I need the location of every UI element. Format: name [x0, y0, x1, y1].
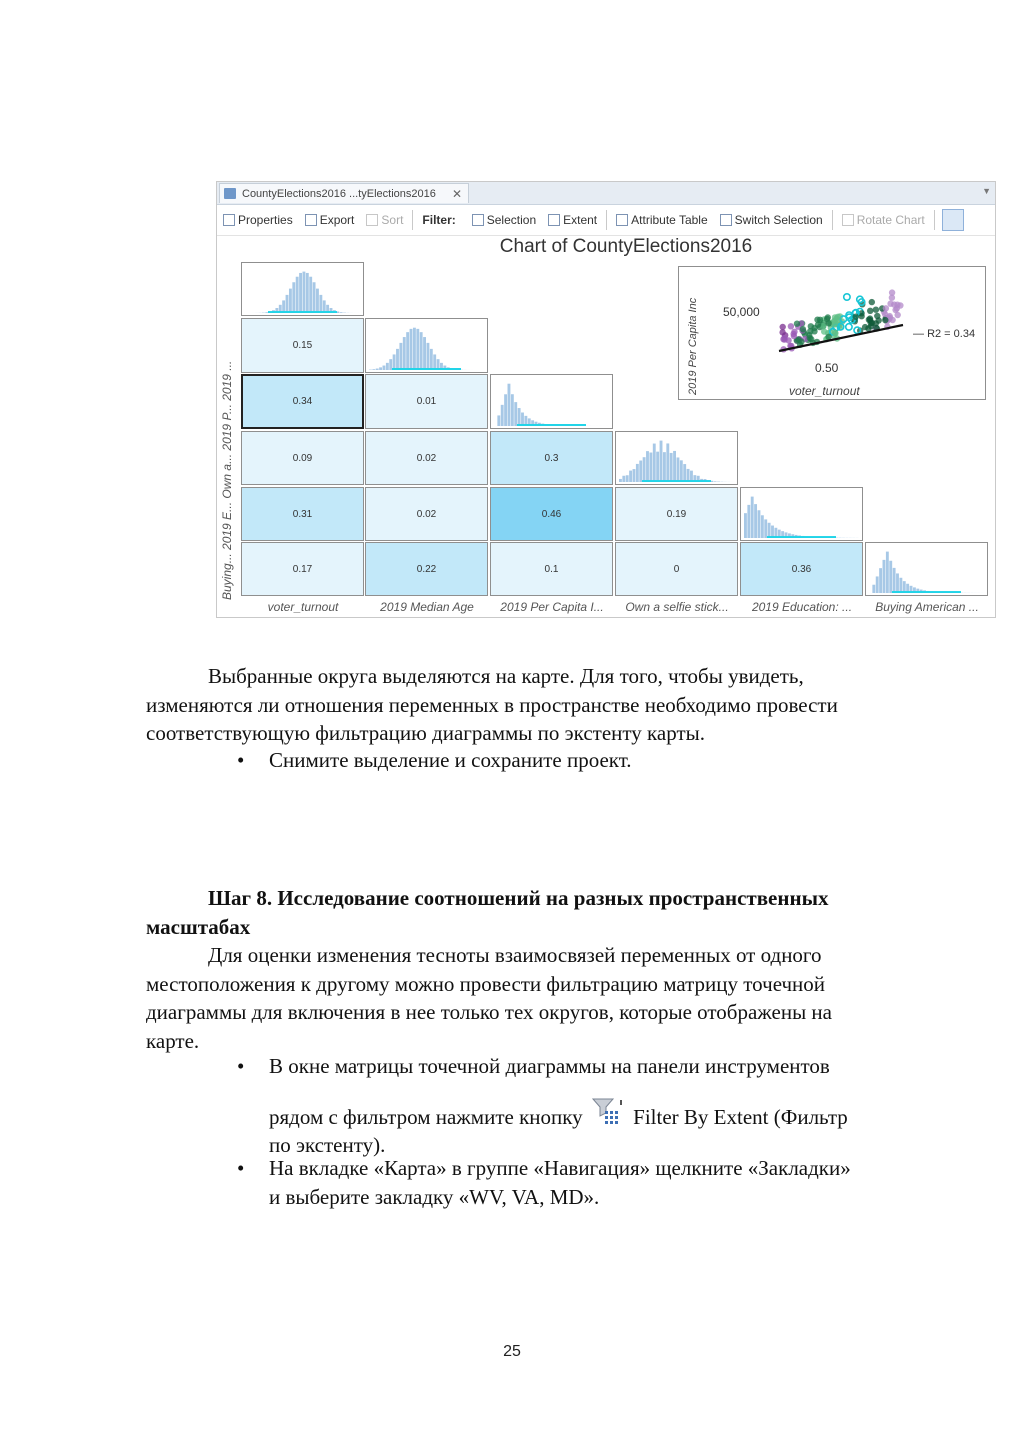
chevron-down-icon[interactable]: ▼ [982, 186, 991, 196]
r2-cell[interactable]: 0.34 [241, 374, 364, 429]
r2-cell[interactable]: 0.1 [490, 542, 613, 596]
histogram-bar [497, 415, 500, 426]
histogram-bar [670, 453, 673, 482]
matrix-x-label: voter_turnout [267, 600, 339, 614]
heading-line: Шаг 8. Исследование соотношений на разных пространственных [208, 886, 829, 910]
matrix-x-label: Own a selfie stick... [625, 600, 729, 614]
histogram [619, 436, 734, 482]
histogram-bar [430, 349, 433, 370]
histogram-cell[interactable] [740, 487, 863, 541]
histogram-bar [876, 576, 879, 593]
matrix-x-label: 2019 Education: ... [751, 600, 853, 614]
histogram-bar [639, 461, 642, 482]
list-item-text: по экстенту). [269, 1133, 386, 1157]
histogram-bar [501, 405, 504, 426]
histogram-bar [899, 578, 902, 593]
toolbar-divider [606, 210, 607, 230]
bullet-icon: • [237, 1054, 245, 1078]
histogram-bar [886, 552, 889, 593]
switch-selection-icon [720, 214, 732, 226]
paragraph-filtering [146, 941, 946, 1055]
histogram-bar [309, 277, 312, 313]
r2-cell[interactable]: 0.46 [490, 487, 613, 541]
scatter-point [832, 321, 838, 327]
histogram-bar [265, 312, 268, 313]
export-button[interactable] [299, 208, 361, 232]
histogram-bar [423, 337, 426, 370]
histogram-bar [508, 384, 511, 426]
selection-highlight [767, 536, 836, 538]
histogram-bar [872, 585, 875, 593]
histogram-bar [896, 573, 899, 593]
text-line: соответствующую фильтрацию диаграммы по экстенту карты. [146, 721, 706, 745]
scatter-x-label: voter_turnout [789, 384, 860, 398]
scatter-point [867, 317, 873, 323]
sort-label: Sort [381, 213, 404, 227]
histogram-bar [316, 289, 319, 313]
r2-cell[interactable]: 0.3 [490, 431, 613, 485]
matrix-x-label: 2019 Per Capita I... [500, 600, 604, 614]
export-icon [305, 214, 317, 226]
section-heading [146, 884, 946, 941]
histogram-cell[interactable] [241, 262, 364, 316]
selection-highlight [392, 368, 461, 370]
histogram-bar [299, 273, 302, 313]
histogram-bar [677, 457, 680, 482]
scatter-preview[interactable] [678, 266, 986, 400]
histogram-bar [427, 343, 430, 370]
histogram-bar [504, 394, 507, 426]
scatter-point [867, 308, 873, 314]
rotate-chart-button[interactable] [836, 208, 931, 232]
matrix-x-label: Buying American ... [875, 600, 979, 614]
list-item-line [269, 1098, 939, 1132]
table-icon [616, 214, 628, 226]
r2-cell[interactable]: 0.02 [365, 487, 488, 541]
histogram-bar [893, 568, 896, 593]
selection-highlight [892, 591, 961, 593]
filter-icon [472, 214, 484, 226]
histogram-bar [758, 510, 761, 538]
chart-title: Chart of CountyElections2016 [499, 236, 753, 257]
scatter-point [895, 312, 901, 318]
selection-highlight [642, 480, 711, 482]
scatter-point [846, 324, 852, 330]
toolbar-divider [832, 210, 833, 230]
histogram-bar [761, 515, 764, 538]
scatter-point [821, 328, 827, 334]
histogram-bar [518, 408, 521, 426]
histogram-bar [626, 475, 629, 482]
histogram-bar [619, 479, 622, 482]
scatter-y-label: 2019 Per Capita Inc [687, 297, 699, 395]
tab-chart[interactable] [219, 183, 469, 203]
page-number: 25 [503, 1343, 521, 1360]
histogram-bar [622, 476, 625, 482]
scatter-point [882, 311, 888, 317]
list-item-text: Filter By Extent (Фильтр [633, 1104, 848, 1129]
list-item-text: На вкладке «Карта» в группе «Навигация» щелкните «Закладки» [269, 1156, 851, 1180]
histogram-bar [680, 460, 683, 482]
histogram-bar [372, 369, 375, 370]
histogram-bar [649, 453, 652, 482]
paragraph-selected-counties [146, 662, 946, 748]
histogram-cell[interactable] [490, 374, 613, 429]
scatter-point [869, 299, 875, 305]
histogram-bar [714, 481, 717, 482]
scatter-x-tick: 0.50 [815, 361, 839, 375]
selection-highlight [268, 311, 337, 313]
histogram-bar [764, 519, 767, 538]
histogram-bar [653, 444, 656, 482]
histogram-bar [754, 504, 757, 538]
matrix-x-label: 2019 Median Age [380, 600, 474, 614]
bullet-icon: • [237, 1156, 245, 1180]
text-line: местоположения к другому можно провести фильтрацию матрицу точечной [146, 971, 826, 996]
bullet-icon: • [237, 748, 245, 772]
r2-cell[interactable]: 0.01 [365, 374, 488, 429]
tab-title: CountyElections2016 ...tyElections2016 [242, 187, 436, 200]
histogram [494, 379, 609, 426]
histogram-bar [292, 282, 295, 313]
histogram-bar [340, 312, 343, 313]
histogram-bar [687, 469, 690, 482]
filter-by-extent-icon [592, 1098, 622, 1126]
toolbar-divider [934, 210, 935, 230]
list-item [237, 1052, 939, 1160]
chart-window-screenshot [216, 181, 996, 618]
scatter-point [876, 317, 882, 323]
list-item [237, 746, 929, 775]
list-item [237, 1154, 949, 1211]
scatter-point [817, 317, 823, 323]
histogram-bar [514, 402, 517, 426]
histogram-bar [633, 469, 636, 482]
histogram-bar [403, 337, 406, 370]
histogram-bar [883, 560, 886, 593]
sort-button[interactable] [360, 208, 409, 232]
histogram-bar [433, 354, 436, 370]
properties-label: Properties [238, 213, 293, 227]
histogram-bar [747, 505, 750, 538]
histogram [744, 492, 859, 538]
histogram-bar [410, 329, 413, 370]
histogram-bar [319, 295, 322, 313]
rotate-chart-label: Rotate Chart [856, 213, 925, 227]
sort-icon [366, 214, 378, 226]
histogram-bar [303, 272, 306, 313]
scatter-point [873, 307, 879, 313]
histogram-bar [521, 413, 524, 426]
histogram-bar [313, 282, 316, 313]
histogram-bar [511, 394, 514, 426]
histogram-bar [389, 359, 392, 370]
scatter-point [826, 320, 832, 326]
histogram-bar [744, 513, 747, 538]
r2-cell[interactable]: 0.36 [740, 542, 863, 596]
properties-button[interactable] [217, 208, 299, 232]
scatter-point [862, 324, 868, 330]
histogram-bar [416, 329, 419, 370]
extent-label: Extent [563, 213, 598, 227]
histogram-bar [683, 464, 686, 482]
r2-cell[interactable]: 0.22 [365, 542, 488, 596]
histogram-bar [289, 289, 292, 313]
histogram [869, 547, 984, 593]
histogram-cell[interactable] [865, 542, 988, 596]
chart-toolbar [217, 205, 995, 236]
scatter-point [897, 302, 903, 308]
filter-extent-icon [548, 214, 560, 226]
histogram-bar [663, 452, 666, 482]
matrix-y-axis-label: Buying... 2019 E... Own a... 2019 P... 2019 ... [220, 360, 234, 600]
selection-highlight [517, 424, 586, 426]
histogram-bar [399, 343, 402, 370]
histogram-bar [646, 451, 649, 482]
scatter-point [788, 323, 794, 329]
r2-cell[interactable]: 0.15 [241, 318, 364, 373]
histogram-bar [643, 457, 646, 482]
histogram-bar [296, 277, 299, 313]
histogram-bar [396, 349, 399, 370]
histogram-cell[interactable] [365, 318, 488, 373]
scatter-point [807, 335, 813, 341]
heading-line: масштабах [146, 914, 251, 939]
selection-label: Selection [486, 213, 537, 227]
scatter-point [791, 333, 797, 339]
properties-icon [223, 214, 235, 226]
switch-selection-label: Switch Selection [734, 213, 823, 227]
histogram-bar [660, 441, 663, 482]
filter-selection-button[interactable] [466, 208, 542, 232]
histogram-bar [673, 451, 676, 482]
close-icon[interactable]: ✕ [451, 186, 462, 201]
r2-cell[interactable]: 0.02 [365, 431, 488, 485]
text-line: Выбранные округа выделяются на карте. Для того, чтобы увидеть, [208, 664, 804, 688]
rotate-icon [842, 214, 854, 226]
scatter-point [889, 295, 895, 301]
histogram-bar [629, 471, 632, 482]
scatter-point [883, 305, 889, 311]
histogram-bar [420, 332, 423, 370]
histogram-bar [636, 464, 639, 482]
attribute-table-button[interactable] [610, 208, 714, 232]
r2-cell[interactable]: 0.09 [241, 431, 364, 485]
histogram-bar [383, 366, 386, 370]
r2-cell[interactable]: 0 [615, 542, 738, 596]
scatter-point [798, 338, 804, 344]
scatter-point [808, 323, 814, 329]
histogram-bar [306, 273, 309, 313]
toolbar-divider [412, 210, 413, 230]
histogram-bar [379, 367, 382, 370]
histogram-bar [413, 328, 416, 370]
scatter-point [844, 294, 850, 300]
scatter-point [882, 317, 888, 323]
scatter-point [832, 329, 838, 335]
histogram [369, 323, 484, 370]
histogram-bar [889, 561, 892, 593]
histogram-bar [393, 354, 396, 370]
scatter-point [891, 301, 897, 307]
histogram-bar [751, 497, 754, 538]
chart-menu-button[interactable] [942, 209, 964, 231]
r2-cell[interactable]: 0.31 [241, 487, 364, 541]
histogram [245, 267, 360, 313]
scatter-plot [771, 283, 911, 363]
r2-cell[interactable]: 0.17 [241, 542, 364, 596]
scatter-point [780, 324, 786, 330]
list-item-text: и выберите закладку «WV, VA, MD». [269, 1184, 600, 1209]
text-line: Для оценки изменения тесноты взаимосвязей переменных от одного [208, 943, 822, 967]
filter-extent-button[interactable] [542, 208, 603, 232]
scatter-r2-value: R2 = 0.34 [927, 328, 976, 340]
histogram-bar [376, 369, 379, 370]
filter-group [416, 208, 465, 232]
histogram-bar [666, 443, 669, 482]
scatter-point [835, 314, 841, 320]
histogram-bar [386, 363, 389, 370]
scatter-point [800, 326, 806, 332]
export-label: Export [319, 213, 355, 227]
scatter-y-tick: 50,000 [723, 305, 760, 319]
attribute-table-label: Attribute Table [631, 213, 708, 227]
scatter-point [794, 321, 800, 327]
list-item-text: рядом с фильтром нажмите кнопку [269, 1104, 583, 1129]
scatter-point [853, 314, 859, 320]
switch-selection-button[interactable] [714, 208, 829, 232]
text-line: изменяются ли отношения переменных в пространстве необходимо провести [146, 692, 838, 717]
histogram-bar [768, 523, 771, 538]
text-line: диаграммы для включения в нее только тех округов, которые отображены на [146, 1000, 832, 1024]
tab-bar [217, 182, 995, 205]
list-item-text: Снимите выделение и сохраните проект. [269, 748, 632, 772]
filter-label: Filter: [422, 213, 456, 227]
r2-cell[interactable]: 0.19 [615, 487, 738, 541]
histogram-bar [656, 452, 659, 482]
histogram-bar [406, 332, 409, 370]
histogram-cell[interactable] [615, 431, 738, 485]
scatter-r2-label: — R2 = 0.34 [913, 328, 976, 340]
chart-icon [224, 188, 236, 199]
histogram-bar [879, 568, 882, 593]
text-line: карте. [146, 1028, 200, 1053]
histogram-bar [286, 295, 289, 313]
list-item-text: В окне матрицы точечной диаграммы на панели инструментов [269, 1054, 830, 1078]
scatter-point [781, 336, 787, 342]
